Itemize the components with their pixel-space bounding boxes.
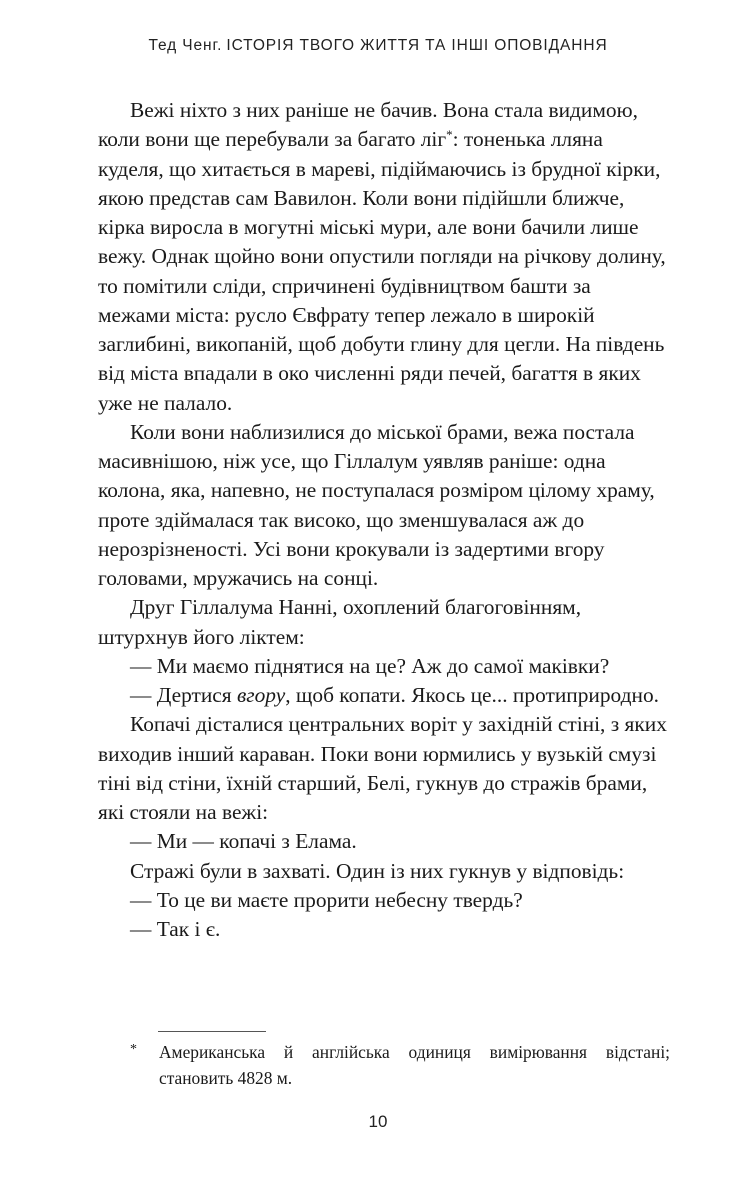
dialogue-text: , щоб копати. Якось це... протиприродно. xyxy=(285,683,660,707)
page-number: 10 xyxy=(368,1112,388,1131)
footnote-marker: * xyxy=(130,1042,137,1057)
header-author: Тед Ченг. xyxy=(148,37,223,54)
running-header xyxy=(0,37,756,55)
dialogue-line: — Так і є. xyxy=(130,917,221,941)
dialogue-line xyxy=(98,681,668,710)
paragraph: Копачі дісталися центральних воріт у західній стіні, з яких виходив інший караван. Поки вони юрмились у вузькій смузі тіні від стіни, їхній старший, Белі, гукнув до стражів брами, які стояли на вежі: xyxy=(98,712,667,824)
footnote xyxy=(130,1039,670,1091)
dialogue-line: — Ми — копачі з Елама. xyxy=(130,829,357,854)
footnote-body xyxy=(159,1039,670,1091)
paragraph: Коли вони наблизилися до міської брами, вежа постала масивнішою, ніж усе, що Гіллалум уявляв раніше: одна колона, яка, напевно, не поступалася розміром цілому храму, проте здіймалася так високо, що зменшувалася аж до нерозрізненості. Усі вони крокували із задертими вгору головами, мружачись на сонці. xyxy=(98,419,655,590)
dialogue-line: — Ми маємо піднятися на це? Аж до самої маківки? xyxy=(130,653,610,678)
footnote-reference[interactable]: * xyxy=(446,127,453,143)
header-book-title: ІСТОРІЯ ТВОГО ЖИТТЯ ТА ІНШІ ОПОВІДАННЯ xyxy=(226,37,608,54)
dialogue-line: — То це ви маєте прорити небесну твердь? xyxy=(130,887,523,912)
emphasized-word: вгору xyxy=(236,683,286,707)
paragraph xyxy=(98,96,668,418)
footnote-line: становить 4828 м. xyxy=(159,1068,293,1088)
footnote-line: Американська й англійська одиниця вимірювання відстані; xyxy=(159,1042,670,1062)
footnote-divider xyxy=(158,1031,266,1032)
paragraph-text: : тоненька лляна куделя, що хитається в мареві, підіймаючись із брудної кірки, якою представ сам Вавилон. Коли вони підійшли ближче, кірка виросла в могутні міські мури, але вони бачили лише вежу. Однак щойно вони опустили погляди на річкову долину, то помітили сліди, спричинені будівництвом башти за межами міста: русло Євфрату тепер лежало в широкій заглибині, викопаній, щоб добути глину для цегли. На південь від міста впадали в око численні ряди печей, багаття в яких уже не палало. xyxy=(98,127,666,415)
paragraph: Друг Гіллалума Нанні, охоплений благоговінням, штурхнув його ліктем: xyxy=(98,595,582,649)
paragraph-text: Вежі ніхто з них раніше не бачив. Вона стала видимою, коли вони ще перебували за багато ліг xyxy=(98,98,638,152)
paragraph: Стражі були в захваті. Один із них гукнув у відповідь: xyxy=(130,858,625,883)
main-text xyxy=(98,96,668,944)
dialogue-text: — Дертися xyxy=(130,683,237,707)
